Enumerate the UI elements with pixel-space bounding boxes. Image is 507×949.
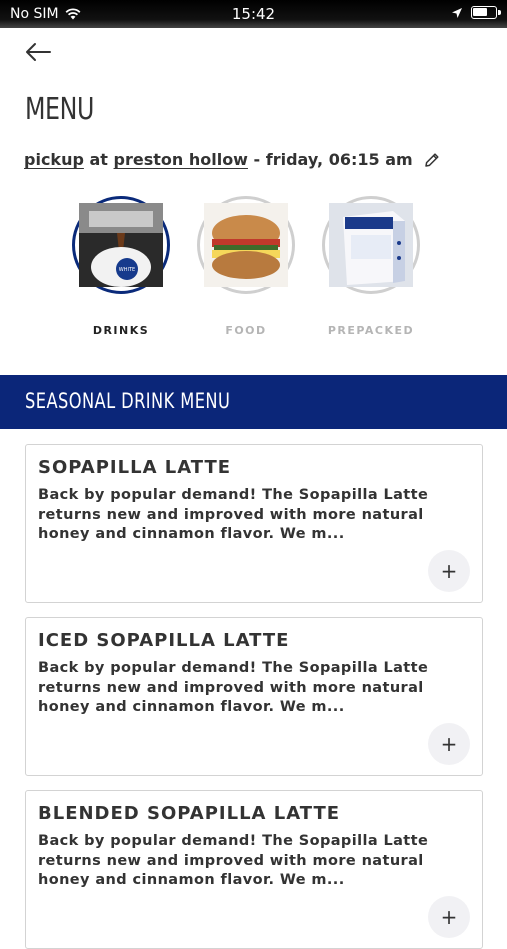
menu-item-description: Back by popular demand! The Sopapilla Latte returns new and improved with more natural honey and cinnamon flavor. We m... [38, 833, 429, 888]
pencil-icon[interactable] [423, 151, 441, 169]
order-connector: at [89, 150, 108, 169]
food-image [204, 203, 288, 287]
menu-item-card[interactable] [25, 790, 483, 949]
category-drinks-label: DRINKS [92, 324, 150, 337]
arrow-left-icon [24, 40, 52, 64]
clock: 15:42 [231, 5, 276, 23]
page-title: MENU [25, 92, 94, 127]
order-summary [24, 150, 441, 169]
category-prepacked[interactable] [316, 196, 426, 337]
category-drinks[interactable] [66, 196, 176, 337]
drinks-image [79, 203, 163, 287]
category-selector [0, 196, 507, 346]
menu-item-card[interactable] [25, 444, 483, 603]
section-title: SEASONAL DRINK MENU [25, 389, 231, 413]
status-bar [0, 0, 507, 28]
menu-item-description: Back by popular demand! The Sopapilla Latte returns new and improved with more natural honey and cinnamon flavor. We m... [38, 487, 429, 542]
menu-item-name: SOPAPILLA LATTE [38, 457, 232, 478]
back-button[interactable] [24, 40, 54, 64]
prepacked-image [329, 203, 413, 287]
menu-item-description: Back by popular demand! The Sopapilla Latte returns new and improved with more natural honey and cinnamon flavor. We m... [38, 660, 429, 715]
category-drinks-ring [72, 196, 170, 294]
location-arrow-icon [451, 7, 463, 19]
add-item-button[interactable]: + [428, 550, 470, 592]
section-header [0, 375, 507, 429]
category-prepacked-label: PREPACKED [327, 324, 415, 337]
menu-item-name: BLENDED SOPAPILLA LATTE [38, 803, 341, 824]
order-location-link[interactable]: preston hollow [113, 150, 248, 169]
add-item-button[interactable]: + [428, 723, 470, 765]
menu-item-name: ICED SOPAPILLA LATTE [38, 630, 290, 651]
add-item-button[interactable]: + [428, 896, 470, 938]
order-method-link[interactable]: pickup [24, 150, 84, 169]
category-prepacked-ring [322, 196, 420, 294]
category-food-label: FOOD [225, 324, 267, 337]
category-food[interactable] [191, 196, 301, 337]
menu-item-card[interactable] [25, 617, 483, 776]
order-time: - friday, 06:15 am [253, 150, 413, 169]
battery-icon [471, 6, 497, 19]
category-food-ring [197, 196, 295, 294]
carrier-label: No SIM [10, 6, 59, 22]
status-right [451, 6, 497, 19]
svg-text:WHITE: WHITE [118, 267, 136, 273]
